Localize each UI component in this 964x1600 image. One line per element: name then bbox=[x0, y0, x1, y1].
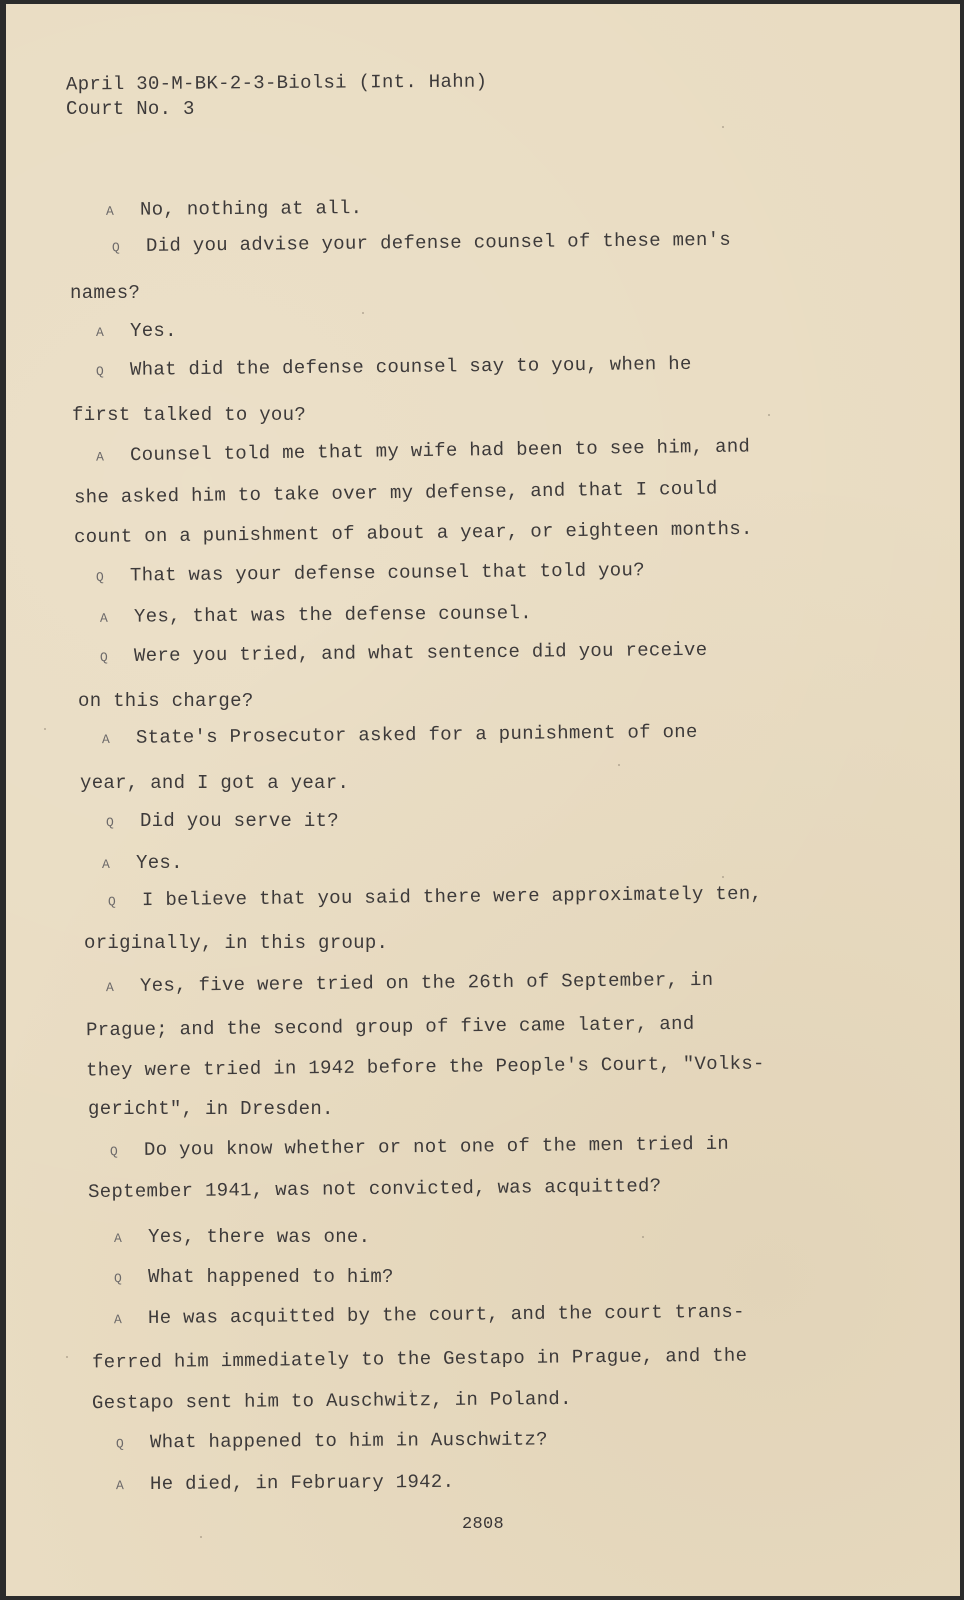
question-line: Q Were you tried, and what sentence did you receive bbox=[100, 639, 708, 669]
question-marker: Q bbox=[114, 1271, 123, 1286]
paper-speck bbox=[66, 1356, 68, 1358]
answer-continuation: she asked him to take over my defense, and that I could bbox=[73, 477, 718, 509]
answer-continuation: count on a punishment of about a year, or eighteen months. bbox=[73, 517, 753, 549]
answer-continuation: Gestapo sent him to Auschwitz, in Poland. bbox=[91, 1387, 572, 1415]
answer-line: A State's Prosecutor asked for a punishment of one bbox=[102, 721, 698, 751]
question-line: Q That was your defense counsel that told you? bbox=[96, 559, 645, 589]
question-marker: Q bbox=[115, 1436, 125, 1452]
answer-line: A He was acquitted by the court, and the court trans- bbox=[114, 1301, 745, 1332]
paper-speck bbox=[618, 764, 620, 766]
paper-speck bbox=[768, 414, 770, 416]
question-marker: Q bbox=[99, 650, 109, 666]
answer-marker: A bbox=[102, 857, 111, 872]
question-continuation: names? bbox=[70, 282, 141, 304]
question-line: Q What happened to him? bbox=[114, 1266, 394, 1288]
paper-speck bbox=[722, 126, 724, 128]
court-number: Court No. 3 bbox=[66, 98, 195, 120]
answer-line: A Counsel told me that my wife had been to see him, and bbox=[96, 435, 750, 468]
answer-line: A Yes, that was the defense counsel. bbox=[100, 602, 532, 630]
answer-line: A Yes. bbox=[96, 320, 177, 342]
answer-line: A Yes, five were tried on the 26th of September, in bbox=[106, 969, 714, 999]
paper-speck bbox=[722, 876, 724, 878]
question-continuation: on this charge? bbox=[78, 690, 254, 712]
question-line: Q What did the defense counsel say to you, when he bbox=[96, 353, 692, 383]
answer-marker: A bbox=[105, 203, 115, 219]
question-continuation: originally, in this group. bbox=[84, 932, 389, 954]
answer-marker: A bbox=[114, 1231, 123, 1246]
document-page bbox=[6, 4, 960, 1596]
answer-marker: A bbox=[96, 325, 105, 340]
page-number: 2808 bbox=[462, 1515, 505, 1534]
answer-line: A He died, in February 1942. bbox=[116, 1471, 454, 1497]
answer-continuation: gericht", in Dresden. bbox=[88, 1098, 334, 1120]
question-line: Q I believe that you said there were approximately ten, bbox=[108, 883, 762, 914]
answer-marker: A bbox=[115, 1478, 125, 1494]
answer-continuation: they were tried in 1942 before the People's Court, "Volks- bbox=[85, 1052, 765, 1082]
question-marker: Q bbox=[109, 1144, 119, 1160]
question-line: Q Did you serve it? bbox=[106, 810, 339, 832]
answer-continuation: year, and I got a year. bbox=[80, 772, 350, 794]
answer-marker: A bbox=[101, 732, 111, 748]
paper-speck bbox=[410, 1390, 412, 1392]
paper-speck bbox=[362, 312, 364, 314]
paper-speck bbox=[200, 1536, 202, 1538]
answer-continuation: ferred him immediately to the Gestapo in Prague, and the bbox=[91, 1344, 748, 1374]
answer-line: A Yes, there was one. bbox=[114, 1226, 371, 1248]
question-continuation: September 1941, was not convicted, was acquitted? bbox=[87, 1174, 662, 1204]
question-marker: Q bbox=[107, 894, 117, 910]
question-line: Q Did you advise your defense counsel of these men's bbox=[112, 229, 731, 259]
answer-marker: A bbox=[99, 610, 109, 626]
answer-marker: A bbox=[105, 980, 115, 996]
question-line: Q What happened to him in Auschwitz? bbox=[116, 1428, 548, 1455]
paper-speck bbox=[642, 1236, 644, 1238]
answer-marker: A bbox=[95, 449, 105, 465]
question-marker: Q bbox=[95, 364, 105, 380]
answer-marker: A bbox=[113, 1312, 123, 1328]
paper-speck bbox=[44, 728, 46, 730]
case-reference: April 30-M-BK-2-3-Biolsi (Int. Hahn) bbox=[65, 70, 488, 96]
question-line: Q Do you know whether or not one of the men tried in bbox=[110, 1133, 729, 1163]
question-marker: Q bbox=[111, 240, 121, 256]
question-marker: Q bbox=[95, 569, 105, 585]
question-continuation: first talked to you? bbox=[72, 404, 307, 426]
answer-line: A No, nothing at all. bbox=[106, 197, 363, 223]
question-marker: Q bbox=[106, 815, 115, 830]
answer-continuation: Prague; and the second group of five came later, and bbox=[85, 1012, 695, 1042]
answer-line: A Yes. bbox=[102, 852, 183, 874]
